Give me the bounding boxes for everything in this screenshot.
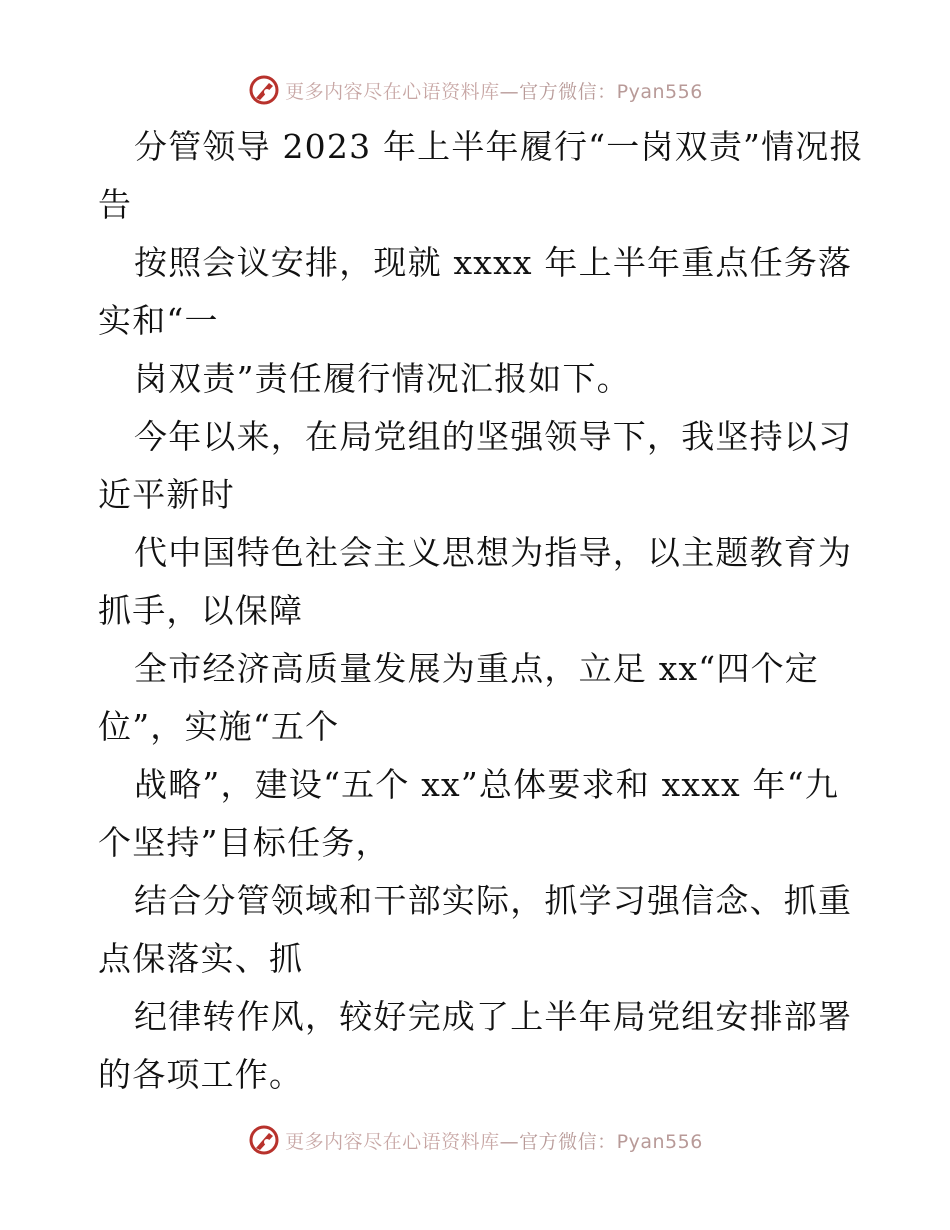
paragraph-line: 代中国特色社会主义思想为指导，以主题教育为抓手，以保障 [98, 533, 853, 630]
watermark-contact: —官方微信：Pyan556 [499, 80, 703, 103]
watermark-text: 更多内容尽在心语资料库 [285, 80, 500, 103]
paragraph-line: 纪律转作风，较好完成了上半年局党组安排部署的各项工作。 [98, 997, 853, 1094]
pen-circle-logo-icon [247, 73, 281, 107]
report-title: 分管领导 2023 年上半年履行“一岗双责”情况报告 [98, 127, 864, 224]
paragraph-line: 按照会议安排，现就 xxxx 年上半年重点任务落实和“一 [98, 243, 853, 340]
paragraph-line: 结合分管领域和干部实际，抓学习强信念、抓重点保落实、抓 [98, 881, 853, 978]
watermark-text: 更多内容尽在心语资料库 [285, 1130, 500, 1153]
pen-circle-logo-icon [247, 1123, 281, 1157]
paragraph-line: 全市经济高质量发展为重点，立足 xx“四个定位”，实施“五个 [98, 649, 819, 746]
paragraph-line: 岗双责”责任履行情况汇报如下。 [134, 359, 631, 398]
paragraph-line: 今年以来，在局党组的坚强领导下，我坚持以习近平新时 [98, 417, 853, 514]
watermark-contact: —官方微信：Pyan556 [499, 1130, 703, 1153]
header-watermark-banner [0, 72, 950, 108]
paragraph-line: 战略”，建设“五个 xx”总体要求和 xxxx 年“九个坚持”目标任务， [98, 765, 840, 862]
footer-watermark-banner [0, 1122, 950, 1158]
document-body [98, 118, 868, 1104]
